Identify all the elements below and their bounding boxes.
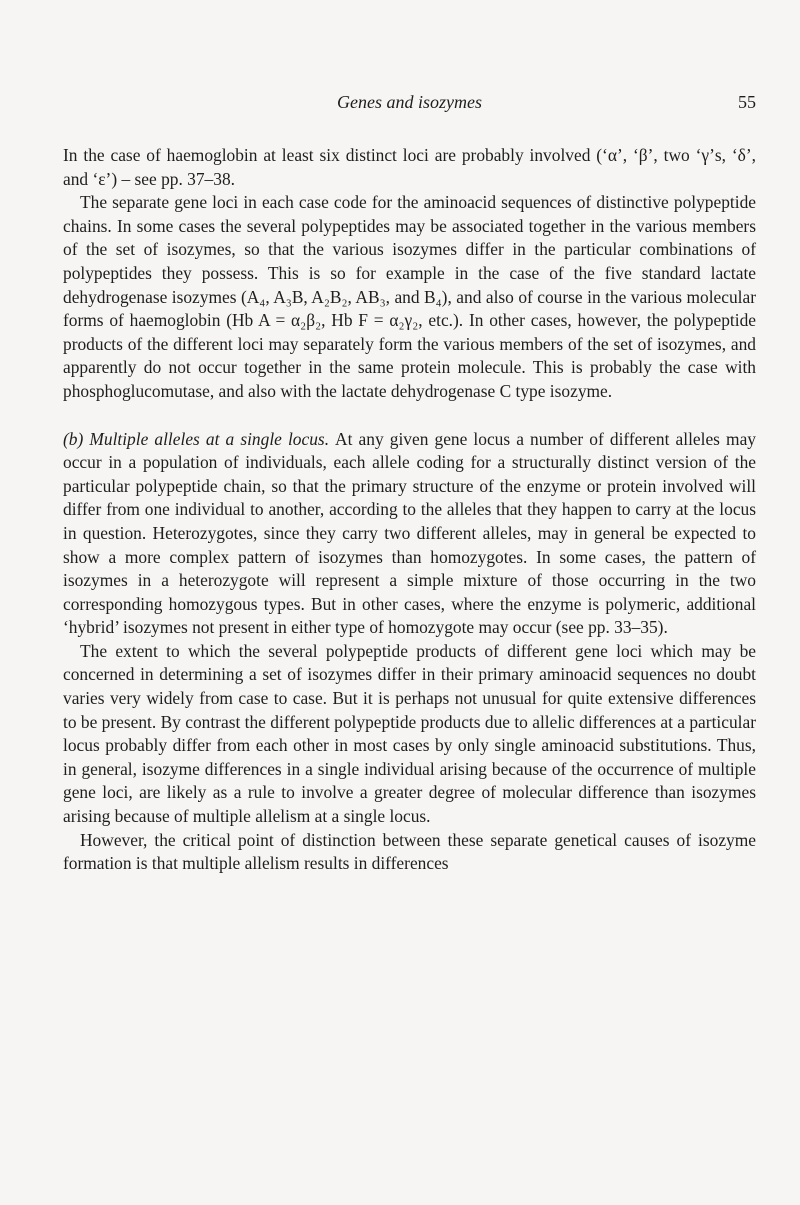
paragraph-critical-point: However, the critical point of distinction between these separate genetical causes of isozyme formation is that multiple allelism results in differences <box>63 829 756 874</box>
page-number: 55 <box>738 92 756 112</box>
body-text <box>63 144 756 876</box>
paragraph-multiple-alleles-text: At any given gene locus a number of different alleles may occur in a population of individuals, each allele coding for a structurally distinct version of the particular polypeptide chain, so that the primary structure of the enzyme or protein involved will differ from one individual to another, according to the alleles that they happen to carry at the locus in question. Heterozygotes, since they carry two different alleles, may in general be expected to show a more complex pattern of isozymes than homozygotes. In some cases, the pattern of isozymes in a heterozygote will represent a simple mixture of those occurring in the two corresponding homozygous types. But in other cases, where the enzyme is polymeric, additional ‘hybrid’ isozymes not present in either type of homozygote may occur (see pp. 33–35). <box>63 428 756 638</box>
paragraph-multiple-alleles <box>63 428 756 640</box>
section-heading-multiple-alleles: (b) Multiple alleles at a single locus. <box>63 428 330 449</box>
page-header <box>63 92 756 118</box>
paragraph-separate-gene-loci: The separate gene loci in each case code for the aminoacid sequences of distinctive polypeptide chains. In some cases the several polypeptides may be associated together in the various members of the set of isozymes, so that the various isozymes differ in the particular combinations of polypeptides they possess. This is so for example in the case of the five standard lactate dehydrogenase isozymes (A₄, A₃B, A₂B₂, AB₃, and B₄), and also of course in the various molecular forms of haemoglobin (Hb A = α₂β₂, Hb F = α₂γ₂, etc.). In other cases, however, the polypeptide products of the different loci may separately form the various members of the set of isozymes, and apparently do not occur together in the same protein molecule. This is probably the case with phosphoglucomutase, and also with the lactate dehydrogenase C type isozyme. <box>63 192 756 401</box>
paragraph-haemoglobin-loci: In the case of haemoglobin at least six distinct loci are probably involved (‘α’, ‘β’, two ‘γ’s, ‘δ’, and ‘ε’) – see pp. 37–38. <box>63 145 756 189</box>
running-title: Genes and isozymes <box>337 92 482 112</box>
paragraph-extent-of-differences: The extent to which the several polypeptide products of different gene loci which may be concerned in determining a set of isozymes differ in their primary aminoacid sequences no doubt varies very widely from case to case. But it is perhaps not unusual for quite extensive differences to be present. By contrast the different polypeptide products due to allelic differences at a particular locus probably differ from each other in most cases by only single aminoacid substitutions. Thus, in general, isozyme differences in a single individual arising because of the occurrence of multiple gene loci, are likely as a rule to involve a greater degree of molecular difference than isozymes arising because of multiple allelism at a single locus. <box>63 640 756 827</box>
